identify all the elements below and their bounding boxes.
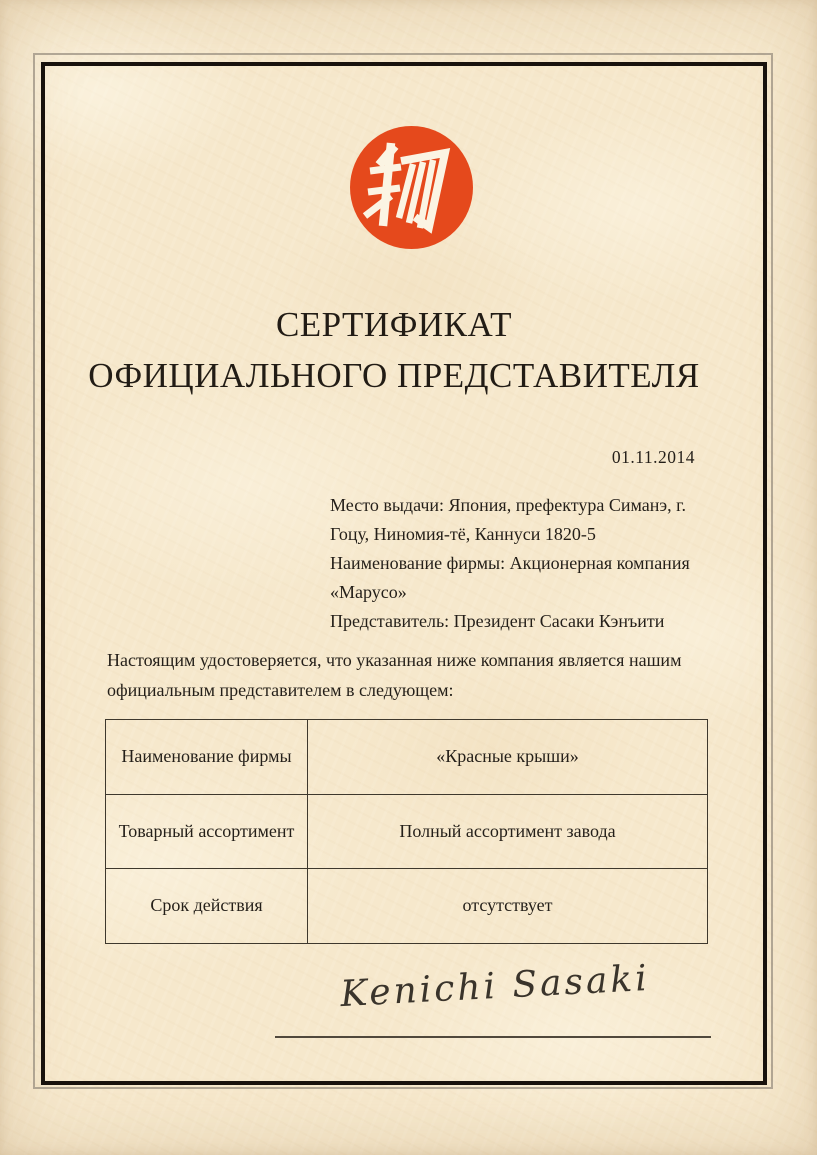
table-row (106, 794, 708, 869)
issuer-line: Место выдачи: Япония, префектура Симанэ, г. (330, 495, 686, 515)
table-value-assortment: Полный ассортимент завода (308, 794, 708, 869)
statement-line-1: Настоящим удостоверяется, что указанная ниже компания является нашим (107, 650, 682, 670)
table-label-assortment: Товарный ассортимент (106, 794, 308, 869)
statement-line-2: официальным представителем в следующем: (107, 679, 454, 700)
statement-paragraph (107, 646, 737, 705)
table-value-company: «Красные крыши» (308, 720, 708, 795)
issuer-line: Наименование фирмы: Акционерная компания (330, 553, 690, 573)
table-label-company: Наименование фирмы (106, 720, 308, 795)
certificate-title (41, 299, 747, 401)
issuer-line: Гоцу, Ниномия-тё, Каннуси 1820-5 (330, 524, 596, 544)
issuer-block (330, 491, 730, 636)
table-label-validity: Срок действия (106, 869, 308, 944)
table-row (106, 720, 708, 795)
title-line-2: ОФИЦИАЛЬНОГО ПРЕДСТАВИТЕЛЯ (88, 356, 700, 395)
issue-date: 01.11.2014 (611, 447, 695, 467)
issuer-line: «Марусо» (330, 582, 407, 602)
maruso-seal-logo-icon (350, 126, 473, 249)
title-line-1: СЕРТИФИКАТ (275, 305, 513, 344)
signature-line (275, 1036, 711, 1038)
table-row (106, 869, 708, 944)
issuer-line: Представитель: Президент Сасаки Кэнъити (330, 611, 665, 631)
signature-text: Kenichi Sasaki (339, 957, 651, 1016)
table-value-validity: отсутствует (308, 869, 708, 944)
representative-table (105, 719, 708, 944)
